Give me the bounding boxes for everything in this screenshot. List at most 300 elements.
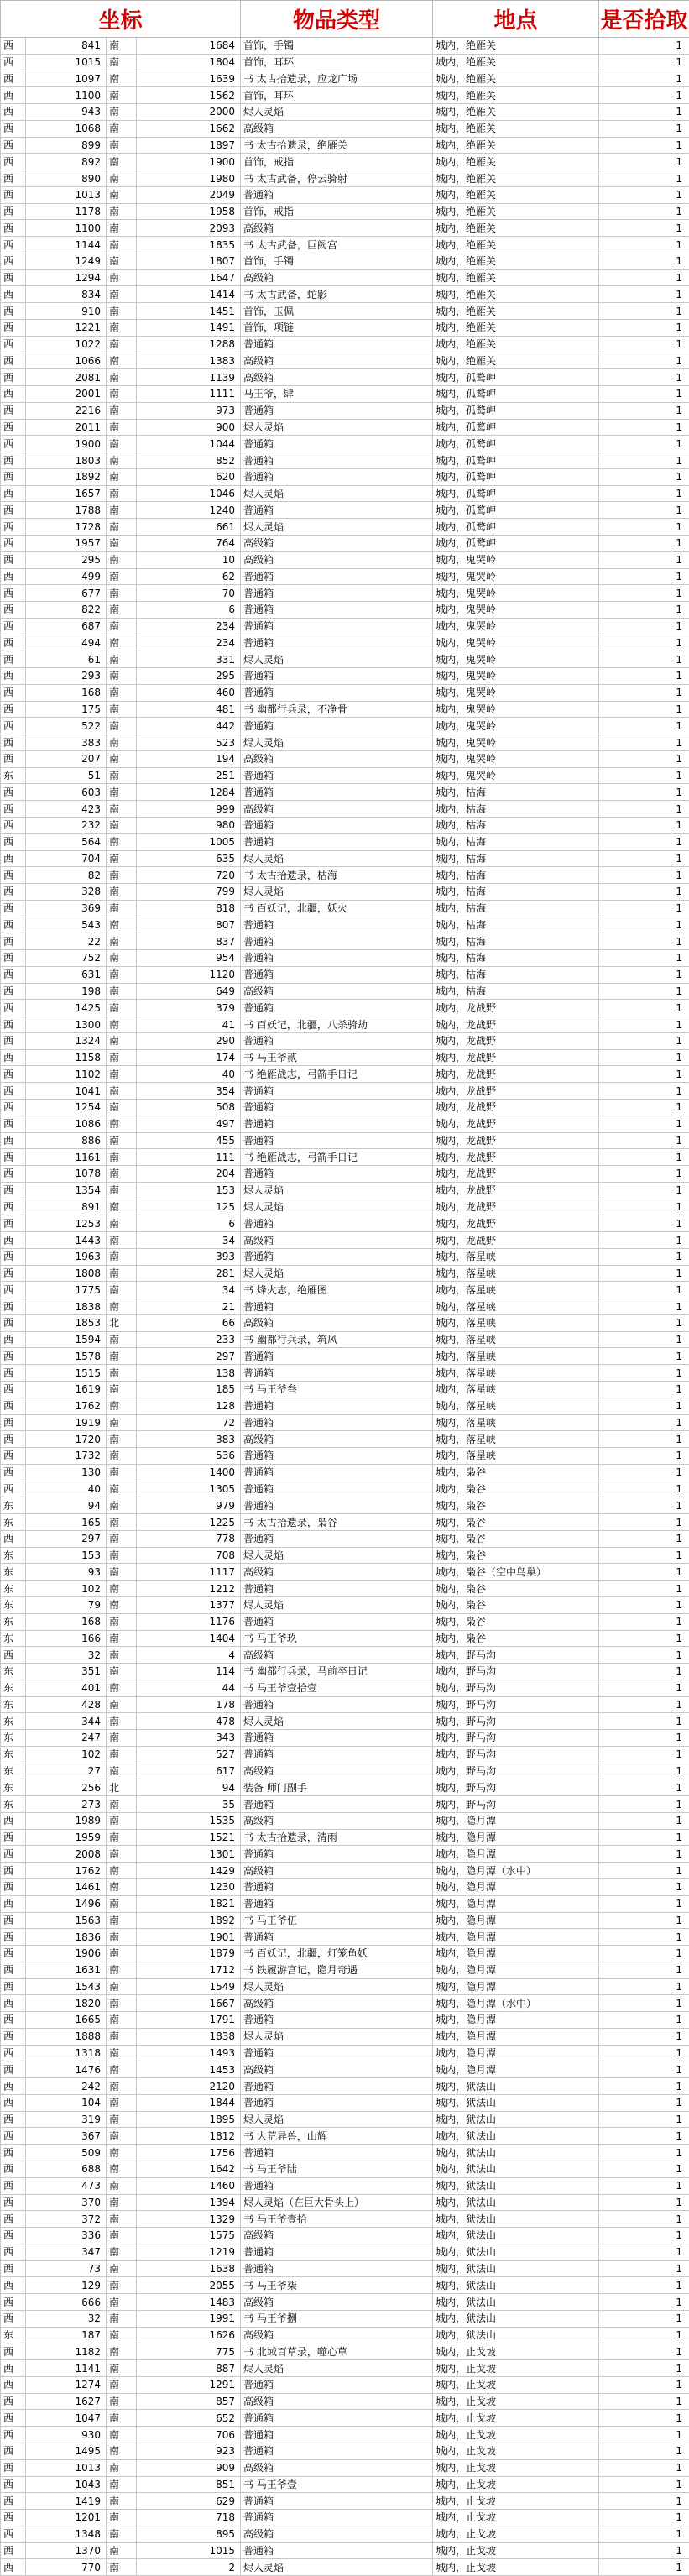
cell-location[interactable]: 城内，绝雁关 (433, 336, 599, 353)
cell-north-south[interactable]: 南 (107, 2012, 137, 2029)
cell-east-west[interactable]: 东 (1, 1547, 26, 1564)
cell-item-type[interactable]: 普通箱 (241, 602, 433, 619)
cell-x-coordinate[interactable]: 2081 (26, 369, 107, 386)
cell-y-coordinate[interactable]: 1647 (137, 269, 241, 286)
cell-picked-up[interactable]: 1 (599, 2277, 689, 2294)
cell-x-coordinate[interactable]: 688 (26, 2161, 107, 2178)
cell-picked-up[interactable]: 1 (599, 2028, 689, 2045)
cell-y-coordinate[interactable]: 21 (137, 1298, 241, 1315)
cell-picked-up[interactable]: 1 (599, 1083, 689, 1100)
cell-location[interactable]: 城内，隐月潭 (433, 1895, 599, 1912)
cell-east-west[interactable]: 东 (1, 1779, 26, 1796)
table-row[interactable] (1, 320, 689, 337)
cell-y-coordinate[interactable]: 1804 (137, 54, 241, 71)
cell-y-coordinate[interactable]: 1639 (137, 71, 241, 87)
table-row[interactable] (1, 1713, 689, 1730)
cell-y-coordinate[interactable]: 343 (137, 1730, 241, 1747)
table-row[interactable] (1, 402, 689, 419)
cell-picked-up[interactable]: 1 (599, 1232, 689, 1249)
cell-picked-up[interactable]: 1 (599, 1613, 689, 1630)
cell-east-west[interactable]: 西 (1, 1132, 26, 1149)
cell-north-south[interactable]: 南 (107, 1647, 137, 1664)
cell-location[interactable]: 城内，枭谷 (433, 1547, 599, 1564)
cell-picked-up[interactable]: 1 (599, 1680, 689, 1696)
cell-location[interactable]: 城内，野马沟 (433, 1796, 599, 1813)
cell-picked-up[interactable]: 1 (599, 933, 689, 950)
cell-y-coordinate[interactable]: 1756 (137, 2145, 241, 2161)
cell-item-type[interactable]: 首饰，戒指 (241, 154, 433, 170)
table-row[interactable] (1, 468, 689, 485)
cell-y-coordinate[interactable]: 290 (137, 1032, 241, 1049)
cell-picked-up[interactable]: 1 (599, 2343, 689, 2360)
cell-east-west[interactable]: 西 (1, 2028, 26, 2045)
cell-picked-up[interactable]: 1 (599, 1497, 689, 1514)
cell-item-type[interactable]: 普通箱 (241, 2260, 433, 2277)
cell-north-south[interactable]: 南 (107, 1846, 137, 1863)
cell-y-coordinate[interactable]: 497 (137, 1116, 241, 1132)
cell-y-coordinate[interactable]: 1400 (137, 1464, 241, 1481)
cell-location[interactable]: 城内，枭谷 (433, 1497, 599, 1514)
cell-location[interactable]: 城内，隐月潭 (433, 2045, 599, 2061)
cell-x-coordinate[interactable]: 770 (26, 2559, 107, 2576)
header-location[interactable]: 地点 (433, 1, 599, 38)
table-row[interactable] (1, 2410, 689, 2427)
cell-y-coordinate[interactable]: 1005 (137, 833, 241, 850)
cell-east-west[interactable]: 西 (1, 186, 26, 203)
cell-location[interactable]: 城内，狱法山 (433, 2211, 599, 2228)
cell-y-coordinate[interactable]: 1807 (137, 253, 241, 269)
cell-location[interactable]: 城内，落星峡 (433, 1314, 599, 1331)
cell-item-type[interactable]: 书 太古拾遗录，枭谷 (241, 1514, 433, 1531)
cell-north-south[interactable]: 南 (107, 1265, 137, 1282)
cell-east-west[interactable]: 西 (1, 1846, 26, 1863)
table-row[interactable] (1, 1116, 689, 1132)
cell-east-west[interactable]: 东 (1, 1514, 26, 1531)
cell-item-type[interactable]: 烬人灵焰 (241, 104, 433, 121)
cell-y-coordinate[interactable]: 1460 (137, 2177, 241, 2194)
table-row[interactable] (1, 1100, 689, 1116)
cell-y-coordinate[interactable]: 1451 (137, 303, 241, 320)
cell-location[interactable]: 城内，鬼哭岭 (433, 568, 599, 585)
cell-picked-up[interactable]: 1 (599, 452, 689, 469)
cell-x-coordinate[interactable]: 1762 (26, 1398, 107, 1414)
cell-north-south[interactable]: 南 (107, 1049, 137, 1066)
table-row[interactable] (1, 1547, 689, 1564)
cell-item-type[interactable]: 书 百妖记，北疆，灯笼鱼妖 (241, 1946, 433, 1962)
cell-item-type[interactable]: 普通箱 (241, 917, 433, 933)
cell-location[interactable]: 城内，鬼哭岭 (433, 551, 599, 568)
cell-east-west[interactable]: 西 (1, 1464, 26, 1481)
cell-location[interactable]: 城内，隐月潭 (433, 1946, 599, 1962)
cell-y-coordinate[interactable]: 1521 (137, 1829, 241, 1846)
cell-y-coordinate[interactable]: 857 (137, 2393, 241, 2410)
cell-item-type[interactable]: 普通箱 (241, 186, 433, 203)
cell-y-coordinate[interactable]: 620 (137, 468, 241, 485)
table-row[interactable] (1, 2360, 689, 2377)
cell-location[interactable]: 城内，野马沟 (433, 1713, 599, 1730)
cell-location[interactable]: 城内，枭谷 (433, 1514, 599, 1531)
cell-location[interactable]: 城内，落星峡 (433, 1448, 599, 1465)
cell-y-coordinate[interactable]: 900 (137, 419, 241, 436)
cell-picked-up[interactable]: 1 (599, 1581, 689, 1597)
cell-item-type[interactable]: 普通箱 (241, 767, 433, 784)
cell-east-west[interactable]: 西 (1, 2194, 26, 2211)
cell-location[interactable]: 城内，落星峡 (433, 1298, 599, 1315)
cell-north-south[interactable]: 南 (107, 651, 137, 668)
cell-x-coordinate[interactable]: 1161 (26, 1149, 107, 1166)
cell-location[interactable]: 城内，枭谷（空中鸟巢） (433, 1564, 599, 1581)
cell-east-west[interactable]: 西 (1, 568, 26, 585)
cell-y-coordinate[interactable]: 923 (137, 2443, 241, 2460)
cell-north-south[interactable]: 南 (107, 1978, 137, 1995)
table-row[interactable] (1, 2012, 689, 2029)
cell-north-south[interactable]: 南 (107, 1464, 137, 1481)
cell-location[interactable]: 城内，止戈坡 (433, 2493, 599, 2510)
cell-east-west[interactable]: 西 (1, 203, 26, 220)
table-row[interactable] (1, 1647, 689, 1664)
cell-x-coordinate[interactable]: 1158 (26, 1049, 107, 1066)
cell-location[interactable]: 城内，落星峡 (433, 1398, 599, 1414)
cell-east-west[interactable]: 西 (1, 917, 26, 933)
cell-location[interactable]: 城内，孤鹜岬 (433, 519, 599, 536)
cell-east-west[interactable]: 西 (1, 1314, 26, 1331)
table-row[interactable] (1, 1166, 689, 1183)
cell-y-coordinate[interactable]: 379 (137, 1000, 241, 1016)
cell-north-south[interactable]: 南 (107, 502, 137, 519)
table-row[interactable] (1, 1083, 689, 1100)
cell-x-coordinate[interactable]: 1775 (26, 1282, 107, 1298)
cell-picked-up[interactable]: 1 (599, 2045, 689, 2061)
cell-item-type[interactable]: 普通箱 (241, 1298, 433, 1315)
cell-item-type[interactable]: 普通箱 (241, 1895, 433, 1912)
cell-north-south[interactable]: 南 (107, 1929, 137, 1946)
cell-location[interactable]: 城内，鬼哭岭 (433, 618, 599, 635)
cell-y-coordinate[interactable]: 980 (137, 817, 241, 833)
cell-location[interactable]: 城内，狱法山 (433, 2128, 599, 2145)
cell-east-west[interactable]: 东 (1, 2327, 26, 2343)
cell-north-south[interactable]: 南 (107, 2244, 137, 2260)
cell-picked-up[interactable]: 1 (599, 1382, 689, 1398)
cell-item-type[interactable]: 书 太古武备，巨阙宫 (241, 237, 433, 253)
cell-picked-up[interactable]: 1 (599, 535, 689, 551)
cell-x-coordinate[interactable]: 423 (26, 801, 107, 818)
cell-east-west[interactable]: 西 (1, 1149, 26, 1166)
cell-east-west[interactable]: 西 (1, 933, 26, 950)
cell-item-type[interactable]: 高级箱 (241, 269, 433, 286)
cell-y-coordinate[interactable]: 6 (137, 602, 241, 619)
cell-north-south[interactable]: 南 (107, 336, 137, 353)
cell-x-coordinate[interactable]: 1100 (26, 87, 107, 104)
cell-east-west[interactable]: 西 (1, 1481, 26, 1497)
table-row[interactable] (1, 1696, 689, 1713)
cell-north-south[interactable]: 南 (107, 2343, 137, 2360)
cell-y-coordinate[interactable]: 281 (137, 1265, 241, 1282)
cell-y-coordinate[interactable]: 778 (137, 1530, 241, 1547)
cell-location[interactable]: 城内，狱法山 (433, 2094, 599, 2111)
table-row[interactable] (1, 303, 689, 320)
cell-y-coordinate[interactable]: 2 (137, 2559, 241, 2576)
cell-x-coordinate[interactable]: 1324 (26, 1032, 107, 1049)
cell-x-coordinate[interactable]: 153 (26, 1547, 107, 1564)
cell-x-coordinate[interactable]: 372 (26, 2211, 107, 2228)
cell-item-type[interactable]: 普通箱 (241, 1481, 433, 1497)
cell-east-west[interactable]: 西 (1, 1100, 26, 1116)
cell-y-coordinate[interactable]: 297 (137, 1348, 241, 1365)
cell-east-west[interactable]: 东 (1, 1497, 26, 1514)
cell-y-coordinate[interactable]: 661 (137, 519, 241, 536)
cell-y-coordinate[interactable]: 852 (137, 452, 241, 469)
cell-x-coordinate[interactable]: 102 (26, 1581, 107, 1597)
cell-picked-up[interactable]: 1 (599, 1696, 689, 1713)
table-row[interactable] (1, 1448, 689, 1465)
cell-north-south[interactable]: 南 (107, 2061, 137, 2078)
cell-location[interactable]: 城内，绝雁关 (433, 170, 599, 187)
cell-east-west[interactable]: 东 (1, 1596, 26, 1613)
cell-location[interactable]: 城内，绝雁关 (433, 320, 599, 337)
cell-y-coordinate[interactable]: 1844 (137, 2094, 241, 2111)
cell-x-coordinate[interactable]: 401 (26, 1680, 107, 1696)
cell-x-coordinate[interactable]: 499 (26, 568, 107, 585)
cell-item-type[interactable]: 书 马王爷伍 (241, 1912, 433, 1929)
cell-x-coordinate[interactable]: 1274 (26, 2376, 107, 2393)
cell-location[interactable]: 城内，龙战野 (433, 1032, 599, 1049)
cell-x-coordinate[interactable]: 1665 (26, 2012, 107, 2029)
cell-x-coordinate[interactable]: 295 (26, 551, 107, 568)
cell-picked-up[interactable]: 1 (599, 1929, 689, 1946)
cell-north-south[interactable]: 南 (107, 1878, 137, 1895)
cell-picked-up[interactable]: 1 (599, 1630, 689, 1647)
cell-x-coordinate[interactable]: 1041 (26, 1083, 107, 1100)
table-row[interactable] (1, 917, 689, 933)
header-item-type[interactable]: 物品类型 (241, 1, 433, 38)
table-row[interactable] (1, 87, 689, 104)
cell-north-south[interactable]: 南 (107, 1746, 137, 1763)
header-coordinates[interactable]: 坐标 (1, 1, 241, 38)
table-row[interactable] (1, 1398, 689, 1414)
cell-picked-up[interactable]: 1 (599, 1149, 689, 1166)
table-row[interactable] (1, 2194, 689, 2211)
cell-north-south[interactable]: 南 (107, 2410, 137, 2427)
cell-item-type[interactable]: 高级箱 (241, 2526, 433, 2542)
cell-item-type[interactable]: 普通箱 (241, 635, 433, 651)
table-row[interactable] (1, 2542, 689, 2559)
cell-item-type[interactable]: 首饰，项链 (241, 320, 433, 337)
cell-item-type[interactable]: 普通箱 (241, 933, 433, 950)
cell-picked-up[interactable]: 1 (599, 1895, 689, 1912)
cell-east-west[interactable]: 西 (1, 120, 26, 137)
cell-item-type[interactable]: 普通箱 (241, 2145, 433, 2161)
cell-east-west[interactable]: 西 (1, 2260, 26, 2277)
cell-east-west[interactable]: 西 (1, 602, 26, 619)
cell-x-coordinate[interactable]: 1043 (26, 2476, 107, 2493)
table-row[interactable] (1, 833, 689, 850)
cell-location[interactable]: 城内，狱法山 (433, 2228, 599, 2244)
cell-item-type[interactable]: 普通箱 (241, 966, 433, 983)
table-row[interactable] (1, 1596, 689, 1613)
cell-location[interactable]: 城内，鬼哭岭 (433, 767, 599, 784)
cell-location[interactable]: 城内，狱法山 (433, 2078, 599, 2095)
cell-x-coordinate[interactable]: 1594 (26, 1331, 107, 1348)
table-row[interactable] (1, 2260, 689, 2277)
cell-y-coordinate[interactable]: 895 (137, 2526, 241, 2542)
cell-item-type[interactable]: 普通箱 (241, 1365, 433, 1382)
cell-y-coordinate[interactable]: 1958 (137, 203, 241, 220)
cell-north-south[interactable]: 南 (107, 1895, 137, 1912)
table-row[interactable] (1, 535, 689, 551)
cell-picked-up[interactable]: 1 (599, 750, 689, 767)
cell-east-west[interactable]: 西 (1, 170, 26, 187)
cell-north-south[interactable]: 南 (107, 917, 137, 933)
cell-east-west[interactable]: 西 (1, 253, 26, 269)
table-row[interactable] (1, 1314, 689, 1331)
cell-y-coordinate[interactable]: 35 (137, 1796, 241, 1813)
cell-east-west[interactable]: 西 (1, 1032, 26, 1049)
cell-y-coordinate[interactable]: 331 (137, 651, 241, 668)
cell-picked-up[interactable]: 1 (599, 203, 689, 220)
cell-y-coordinate[interactable]: 234 (137, 618, 241, 635)
cell-picked-up[interactable]: 1 (599, 220, 689, 237)
table-row[interactable] (1, 718, 689, 734)
cell-east-west[interactable]: 西 (1, 1995, 26, 2012)
cell-north-south[interactable]: 南 (107, 303, 137, 320)
cell-east-west[interactable]: 西 (1, 1298, 26, 1315)
cell-picked-up[interactable]: 1 (599, 1846, 689, 1863)
cell-picked-up[interactable]: 1 (599, 1049, 689, 1066)
cell-y-coordinate[interactable]: 233 (137, 1331, 241, 1348)
table-row[interactable] (1, 1846, 689, 1863)
cell-picked-up[interactable]: 1 (599, 154, 689, 170)
cell-item-type[interactable]: 普通箱 (241, 784, 433, 801)
table-row[interactable] (1, 2493, 689, 2510)
cell-y-coordinate[interactable]: 1662 (137, 120, 241, 137)
cell-x-coordinate[interactable]: 666 (26, 2294, 107, 2311)
cell-y-coordinate[interactable]: 909 (137, 2459, 241, 2476)
table-row[interactable] (1, 369, 689, 386)
cell-north-south[interactable]: 南 (107, 1481, 137, 1497)
table-row[interactable] (1, 1248, 689, 1265)
cell-y-coordinate[interactable]: 1015 (137, 2542, 241, 2559)
cell-item-type[interactable]: 高级箱 (241, 2294, 433, 2311)
cell-location[interactable]: 城内，龙战野 (433, 1132, 599, 1149)
cell-y-coordinate[interactable]: 178 (137, 1696, 241, 1713)
cell-picked-up[interactable]: 1 (599, 1596, 689, 1613)
cell-north-south[interactable]: 南 (107, 718, 137, 734)
cell-y-coordinate[interactable]: 1838 (137, 2028, 241, 2045)
cell-item-type[interactable]: 普通箱 (241, 436, 433, 452)
cell-east-west[interactable]: 西 (1, 468, 26, 485)
cell-item-type[interactable]: 普通箱 (241, 2410, 433, 2427)
cell-picked-up[interactable]: 1 (599, 336, 689, 353)
cell-x-coordinate[interactable]: 822 (26, 602, 107, 619)
cell-picked-up[interactable]: 1 (599, 2177, 689, 2194)
cell-east-west[interactable]: 西 (1, 1530, 26, 1547)
cell-north-south[interactable]: 南 (107, 2260, 137, 2277)
cell-item-type[interactable]: 普通箱 (241, 1929, 433, 1946)
cell-east-west[interactable]: 西 (1, 585, 26, 602)
cell-y-coordinate[interactable]: 128 (137, 1398, 241, 1414)
cell-north-south[interactable]: 南 (107, 186, 137, 203)
cell-location[interactable]: 城内，野马沟 (433, 1696, 599, 1713)
cell-location[interactable]: 城内，绝雁关 (433, 87, 599, 104)
cell-picked-up[interactable]: 1 (599, 1282, 689, 1298)
cell-location[interactable]: 城内，隐月潭 (433, 1962, 599, 1978)
cell-x-coordinate[interactable]: 1294 (26, 269, 107, 286)
cell-location[interactable]: 城内，孤鹜岬 (433, 502, 599, 519)
table-row[interactable] (1, 269, 689, 286)
table-row[interactable] (1, 220, 689, 237)
cell-picked-up[interactable]: 1 (599, 718, 689, 734)
cell-y-coordinate[interactable]: 354 (137, 1083, 241, 1100)
cell-location[interactable]: 城内，孤鹜岬 (433, 485, 599, 502)
cell-picked-up[interactable]: 1 (599, 2094, 689, 2111)
cell-x-coordinate[interactable]: 1627 (26, 2393, 107, 2410)
cell-y-coordinate[interactable]: 34 (137, 1232, 241, 1249)
cell-x-coordinate[interactable]: 834 (26, 286, 107, 303)
cell-north-south[interactable]: 南 (107, 1613, 137, 1630)
cell-north-south[interactable]: 南 (107, 1100, 137, 1116)
cell-north-south[interactable]: 南 (107, 1497, 137, 1514)
cell-location[interactable]: 城内，止戈坡 (433, 2376, 599, 2393)
cell-x-coordinate[interactable]: 891 (26, 1199, 107, 1215)
cell-x-coordinate[interactable]: 1619 (26, 1382, 107, 1398)
table-row[interactable] (1, 1630, 689, 1647)
cell-north-south[interactable]: 南 (107, 1166, 137, 1183)
cell-north-south[interactable]: 南 (107, 2194, 137, 2211)
cell-picked-up[interactable]: 1 (599, 2145, 689, 2161)
cell-picked-up[interactable]: 1 (599, 1298, 689, 1315)
cell-item-type[interactable]: 烬人灵焰 (241, 884, 433, 901)
cell-east-west[interactable]: 东 (1, 767, 26, 784)
table-row[interactable] (1, 1946, 689, 1962)
cell-location[interactable]: 城内，止戈坡 (433, 2343, 599, 2360)
cell-picked-up[interactable]: 1 (599, 1829, 689, 1846)
cell-x-coordinate[interactable]: 347 (26, 2244, 107, 2260)
cell-item-type[interactable]: 普通箱 (241, 1248, 433, 1265)
cell-picked-up[interactable]: 1 (599, 734, 689, 751)
table-row[interactable] (1, 1199, 689, 1215)
cell-item-type[interactable]: 普通箱 (241, 2427, 433, 2443)
cell-picked-up[interactable]: 1 (599, 303, 689, 320)
cell-location[interactable]: 城内，枭谷 (433, 1630, 599, 1647)
cell-east-west[interactable]: 西 (1, 2410, 26, 2427)
table-row[interactable] (1, 452, 689, 469)
cell-x-coordinate[interactable]: 1888 (26, 2028, 107, 2045)
cell-item-type[interactable]: 普通箱 (241, 1448, 433, 1465)
table-row[interactable] (1, 54, 689, 71)
cell-east-west[interactable]: 西 (1, 369, 26, 386)
cell-x-coordinate[interactable]: 841 (26, 38, 107, 55)
cell-picked-up[interactable]: 1 (599, 2559, 689, 2576)
cell-picked-up[interactable]: 1 (599, 884, 689, 901)
cell-item-type[interactable]: 书 马王爷壹 (241, 2476, 433, 2493)
cell-item-type[interactable]: 普通箱 (241, 1398, 433, 1414)
cell-east-west[interactable]: 西 (1, 618, 26, 635)
cell-east-west[interactable]: 西 (1, 1282, 26, 1298)
cell-east-west[interactable]: 西 (1, 2012, 26, 2029)
cell-item-type[interactable]: 普通箱 (241, 502, 433, 519)
cell-item-type[interactable]: 首饰，耳环 (241, 54, 433, 71)
cell-picked-up[interactable]: 1 (599, 668, 689, 685)
cell-picked-up[interactable]: 1 (599, 38, 689, 55)
cell-y-coordinate[interactable]: 1429 (137, 1863, 241, 1879)
cell-location[interactable]: 城内，龙战野 (433, 1083, 599, 1100)
cell-east-west[interactable]: 西 (1, 1431, 26, 1448)
cell-picked-up[interactable]: 1 (599, 1066, 689, 1083)
cell-y-coordinate[interactable]: 1897 (137, 137, 241, 154)
cell-item-type[interactable]: 普通箱 (241, 1414, 433, 1431)
cell-y-coordinate[interactable]: 1291 (137, 2376, 241, 2393)
cell-east-west[interactable]: 西 (1, 2526, 26, 2542)
